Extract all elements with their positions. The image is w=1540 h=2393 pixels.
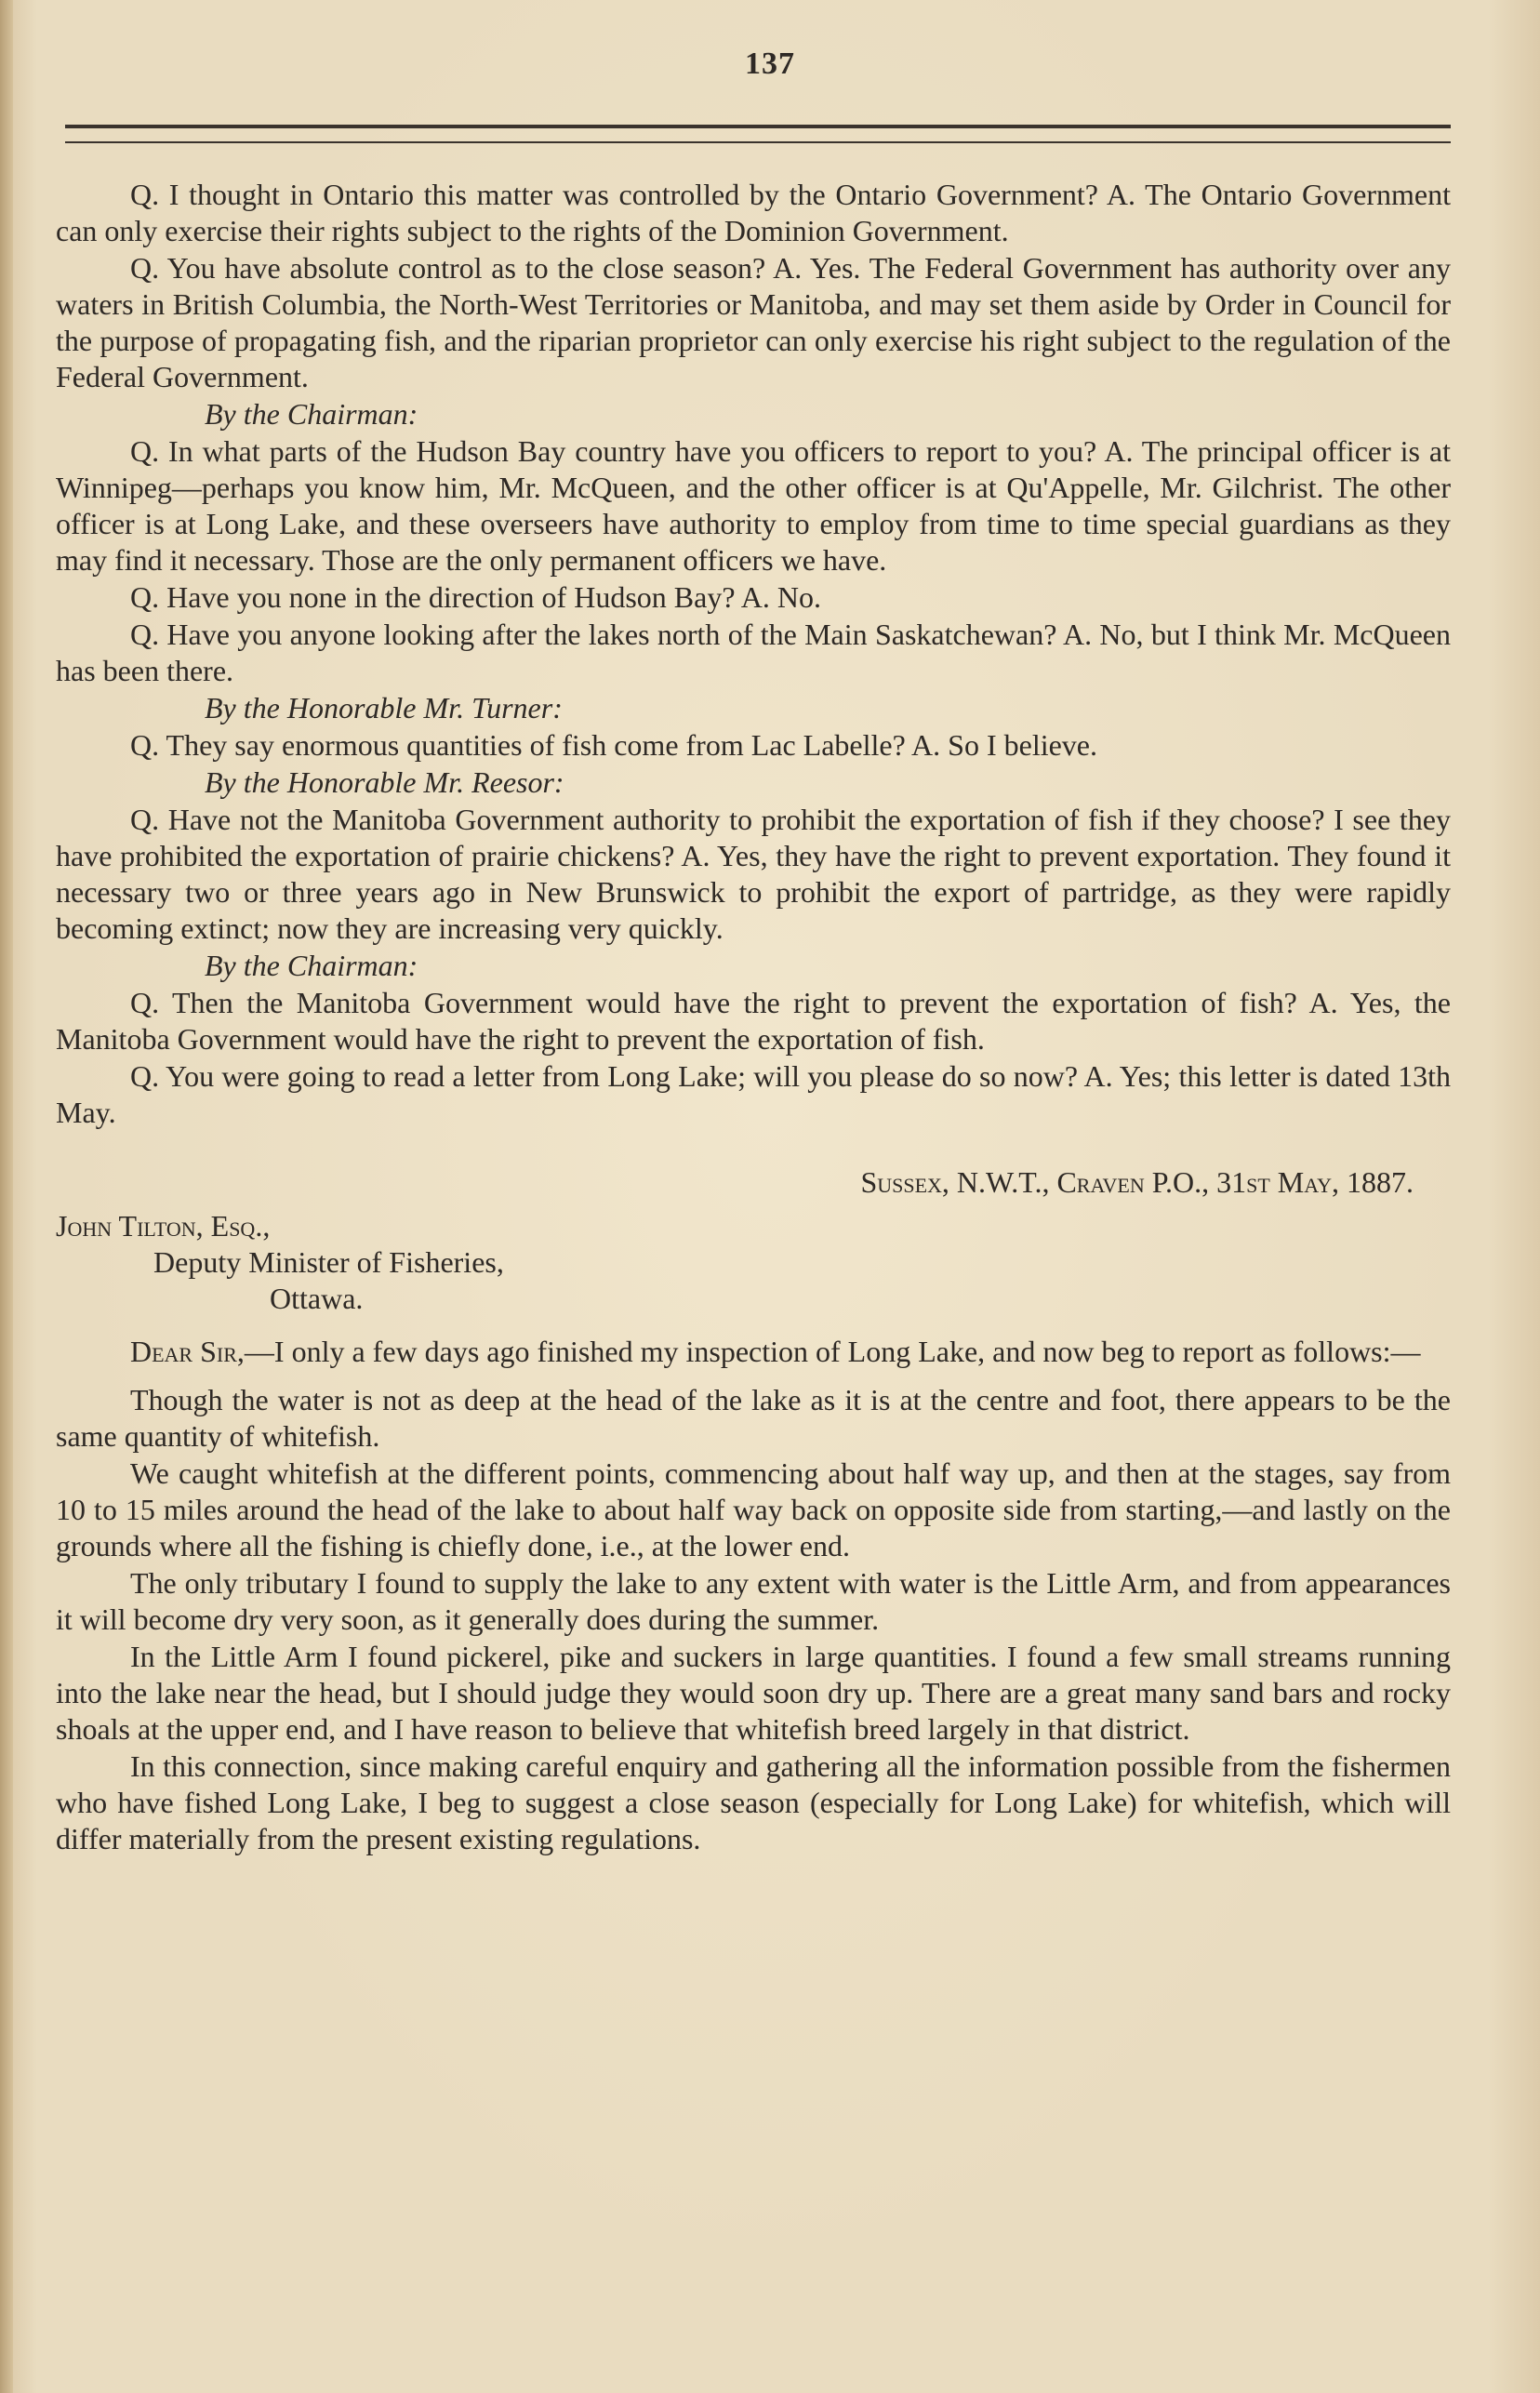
page-number: 137	[745, 47, 795, 81]
qa-paragraph: Q. They say enormous quantities of fish come from Lac Labelle? A. So I believe.	[130, 728, 1097, 762]
qa-paragraph: Q. You have absolute control as to the close season? A. Yes. The Federal Government has authority over any waters in British Columbia, the North-West Territories or Manitoba, and may set them aside by Order in Council for the purpose of propagating fish, and the riparian proprietor can only exercise his right subject to the regulation of the Federal Government.	[56, 251, 1451, 393]
letter-opening-text: —I only a few days ago finished my inspection of Long Lake, and now beg to report as follows:—	[244, 1335, 1421, 1368]
addressee-name: John Tilton, Esq.,	[56, 1209, 271, 1243]
letter-paragraph: Though the water is not as deep at the head of the lake as it is at the centre and foot, there appears to be the same quantity of whitefish.	[56, 1383, 1451, 1453]
qa-paragraph: Q. You were going to read a letter from Long Lake; will you please do so now? A. Yes; this letter is dated 13th May.	[56, 1059, 1451, 1129]
qa-paragraph: Q. In what parts of the Hudson Bay country have you officers to report to you? A. The principal officer is at Winnipeg—perhaps you know him, Mr. McQueen, and the other officer is at Qu'Appelle, Mr. Gilchrist. The other officer is at Long Lake, and these overseers have authority to employ from time to time special guardians as they may find it necessary. Those are the only permanent officers we have.	[56, 434, 1451, 577]
letter-paragraph: The only tributary I found to supply the lake to any extent with water is the Little Arm, and from appearances it will become dry very soon, as it generally does during the summer.	[56, 1566, 1451, 1636]
speaker-heading: By the Honorable Mr. Reesor:	[205, 765, 564, 799]
speaker-heading: By the Chairman:	[205, 949, 418, 982]
spacer	[56, 1371, 1451, 1382]
page-body	[56, 177, 1451, 1858]
letter-paragraph: In the Little Arm I found pickerel, pike and suckers in large quantities. I found a few small streams running into the lake near the head, but I should judge they would soon dry up. There are a great many sand bars and rocky shoals at the upper end, and I have reason to believe that whitefish breed largely in that district.	[56, 1640, 1451, 1746]
addressee-city: Ottawa.	[270, 1282, 364, 1315]
qa-paragraph: Q. I thought in Ontario this matter was controlled by the Ontario Government? A. The Ontario Government can only exercise their rights subject to the rights of the Dominion Government.	[56, 178, 1451, 247]
letter-paragraph: In this connection, since making careful enquiry and gathering all the information possible from the fishermen who have fished Long Lake, I beg to suggest a close season (especially for Long Lake) for whitefish, which will differ materially from the present existing regulations.	[56, 1749, 1451, 1855]
letter-salutation: Dear Sir,	[130, 1335, 245, 1368]
letter-addressee	[56, 1208, 1451, 1317]
qa-paragraph: Q. Have you anyone looking after the lakes north of the Main Saskatchewan? A. No, but I think Mr. McQueen has been there.	[56, 618, 1451, 687]
letter-opening	[56, 1334, 1451, 1370]
qa-paragraph: Q. Have you none in the direction of Hudson Bay? A. No.	[130, 580, 821, 614]
addressee-title: Deputy Minister of Fisheries,	[153, 1245, 504, 1279]
speaker-heading: By the Chairman:	[205, 397, 418, 431]
letter-paragraph: We caught whitefish at the different points, commencing about half way up, and then at the stages, say from 10 to 15 miles around the head of the lake to about half way back on opposite side from starting,—and lastly on the grounds where all the fishing is chiefly done, i.e., at the lower end.	[56, 1456, 1451, 1562]
qa-paragraph: Q. Have not the Manitoba Government authority to prohibit the exportation of fish if they choose? I see they have prohibited the exportation of prairie chickens? A. Yes, they have the right to prevent exportation. They found it necessary two or three years ago in New Brunswick to prohibit the export of partridge, as they were rapidly becoming extinct; now they are increasing very quickly.	[56, 803, 1451, 945]
letter-heading: Sussex, N.W.T., Craven P.O., 31st May, 1887.	[860, 1165, 1414, 1199]
spacer	[56, 1317, 1451, 1334]
header-rule-thick	[65, 125, 1451, 128]
qa-paragraph: Q. Then the Manitoba Government would have the right to prevent the exportation of fish? A. Yes, the Manitoba Government would have the right to prevent the exportation of fish.	[56, 986, 1451, 1056]
header-rule-thin	[65, 141, 1451, 143]
speaker-heading: By the Honorable Mr. Turner:	[205, 691, 563, 725]
binding-edge	[0, 0, 13, 2393]
